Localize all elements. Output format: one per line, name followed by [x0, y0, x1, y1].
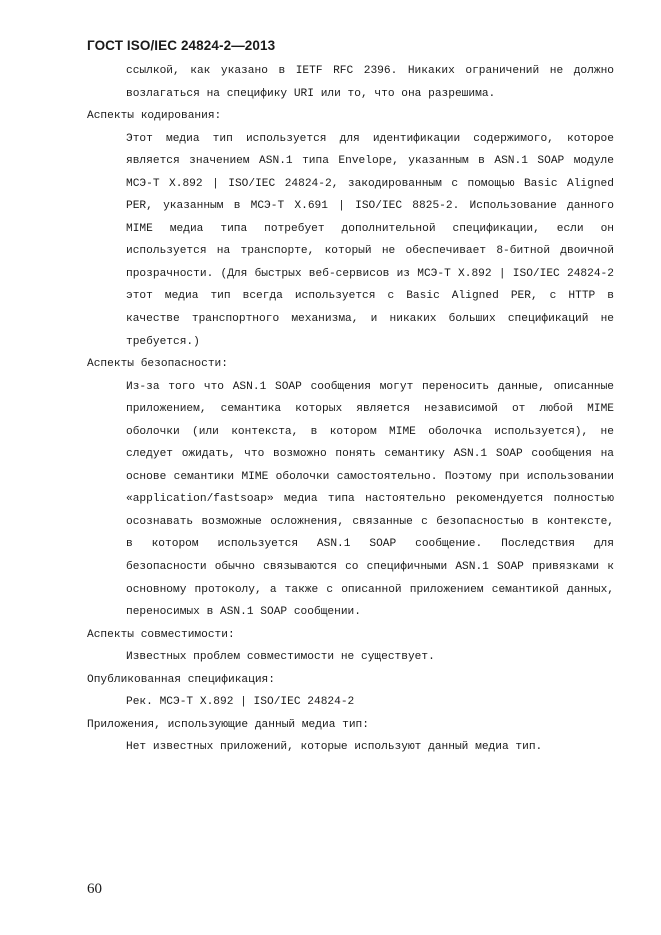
document-body	[87, 60, 614, 759]
page-number: 60	[87, 881, 102, 897]
encoding-aspects-heading: Аспекты кодирования:	[87, 110, 222, 123]
compatibility-aspects-text: Известных проблем совместимости не существует.	[126, 651, 435, 664]
applications-text: Нет известных приложений, которые используют данный медиа тип.	[126, 741, 543, 754]
published-spec-text: Рек. МСЭ-Т X.892 | ISO/IEC 24824-2	[126, 696, 355, 709]
document-header: ГОСТ ISO/IEC 24824-2—2013	[87, 38, 276, 53]
security-aspects-text: Из-за того что ASN.1 SOAP сообщения могут переносить данные, описанные приложением, семантика которых является независимой от любой MIME оболочки (или контекста, в котором MIME оболочка используется), не следует ожидать, что возможно понять семантику ASN.1 SOAP сообщения на основе семантики MIME оболочки самостоятельно. Поэтому при использовании «application/fastsoap» медиа типа настоятельно рекомендуется полностью осознавать возможные осложнения, связанные с безопасностью в контексте, в котором используется ASN.1 SOAP сообщение. Последствия для безопасности обычно связываются со специфичными ASN.1 SOAP привязками к основному протоколу, а также с описанной приложением семантикой данных, переносимых в ASN.1 SOAP сообщении.	[126, 380, 614, 619]
security-aspects-heading: Аспекты безопасности:	[87, 358, 228, 371]
compatibility-aspects-heading: Аспекты совместимости:	[87, 628, 235, 641]
encoding-aspects-text: Этот медиа тип используется для идентификации содержимого, которое является значением ASN.1 типа Envelope, указанным в ASN.1 SOAP модуле МСЭ-Т X.892 | ISO/IEC 24824-2, закодированным с помощью Basic Aligned PER, указанным в МСЭ-Т X.691 | ISO/IEC 8825-2. Использование данного MIME медиа типа потребует дополнительной спецификации, если он используется на транспорте, который не обеспечивает 8-битной двоичной прозрачности. (Для быстрых веб-сервисов из МСЭ-Т X.892 | ISO/IEC 24824-2 этот медиа тип всегда используется с Basic Aligned PER, с HTTP в качестве транспортного механизма, и никаких больших спецификаций не требуется.)	[126, 132, 614, 348]
applications-heading: Приложения, использующие данный медиа тип:	[87, 718, 369, 731]
intro-paragraph: ссылкой, как указано в IETF RFC 2396. Никаких ограничений не должно возлагаться на специфику URI или то, что она разрешима.	[126, 65, 614, 100]
published-spec-heading: Опубликованная спецификация:	[87, 673, 275, 686]
